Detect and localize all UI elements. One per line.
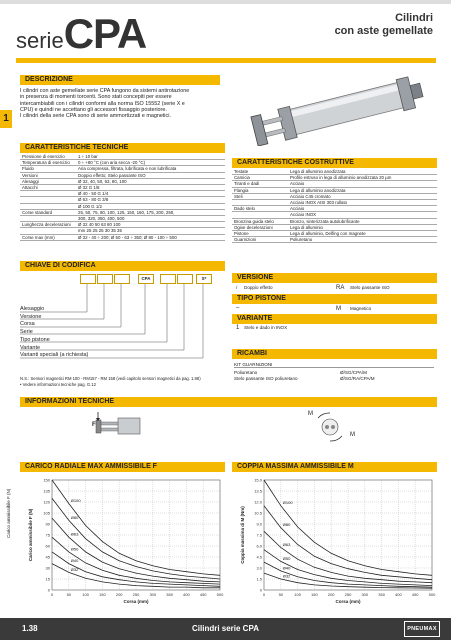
tech-value: Ø 40 - 50 G 1/4 bbox=[76, 191, 225, 197]
y-tick-label: 4.5 bbox=[256, 554, 262, 560]
costr-key: Pistone bbox=[232, 231, 288, 237]
tech-value: Ø 32, 40, 50, 63, 80, 100 bbox=[76, 178, 225, 184]
y-tick-label: 60 bbox=[45, 543, 50, 549]
x-tick-label: 50 bbox=[278, 592, 284, 597]
descrizione-line: in presenza di momenti torcenti. Sono stati concepiti per essere bbox=[20, 94, 172, 101]
versione-title: VERSIONE bbox=[232, 273, 437, 283]
code-label: Corsa bbox=[20, 321, 35, 328]
x-tick-label: 150 bbox=[99, 592, 106, 597]
x-tick-label: 200 bbox=[327, 592, 335, 597]
ricambi-row1-label: Poliuretano bbox=[234, 370, 258, 375]
series-label: Ø63 bbox=[70, 531, 79, 537]
x-axis-label: Corsa (mm) bbox=[123, 599, 149, 604]
y-tick-label: 75 bbox=[45, 532, 50, 538]
x-tick-label: 350 bbox=[166, 592, 173, 597]
y-tick-label: 3.0 bbox=[256, 565, 262, 571]
tech-value: mm 25 25 25 30 35 35 bbox=[76, 228, 225, 234]
moment-diagram bbox=[310, 410, 350, 444]
costr-value: Poliuretano bbox=[288, 237, 437, 243]
costr-key: Testate bbox=[232, 169, 288, 175]
versione-row2 bbox=[336, 285, 390, 291]
force-diagram bbox=[90, 410, 150, 444]
tech-value: 0 ÷ +80 °C (con aria secca -20 °C) bbox=[76, 160, 225, 166]
tech-value: Ø 32 - 40 ÷ 200; Ø 50 - 63 ÷ 350; Ø 80 - 100 ÷ 500 bbox=[76, 234, 225, 240]
y-tick-label: 150 bbox=[43, 477, 50, 483]
brand-logo: PNEUMAX bbox=[404, 621, 440, 637]
variante-row1 bbox=[236, 325, 287, 331]
code-label: Varianti speciali (a richiesta) bbox=[20, 352, 89, 359]
costr-value: Profilo estruso in lega di alluminio anodizzata 20 µm bbox=[288, 175, 437, 181]
costr-value: Lega di alluminio anodizzata bbox=[288, 187, 437, 193]
ricambi-kit: KIT GUARNIZIONI bbox=[234, 362, 434, 368]
header-title bbox=[335, 12, 433, 38]
versione-label: Stelo passante ISO bbox=[350, 285, 390, 290]
vedere-note: • Vedere informazioni tecniche pag. G.12 bbox=[20, 382, 96, 387]
series-label: Ø32 bbox=[70, 566, 79, 572]
y-tick-label: 6.0 bbox=[256, 543, 262, 549]
x-tick-label: 450 bbox=[411, 592, 419, 597]
y-axis-label: Carico ammissibile F (N) bbox=[28, 508, 33, 562]
x-tick-label: 400 bbox=[183, 592, 190, 597]
chart-coppia-massima bbox=[232, 474, 442, 612]
pistone-label: Magnetico bbox=[350, 306, 372, 311]
series-label: Ø40 bbox=[70, 558, 79, 564]
moment-label-top: M bbox=[308, 411, 313, 417]
series-label: Ø100 bbox=[282, 500, 293, 506]
series-label: Ø32 bbox=[282, 573, 291, 579]
tech-key: Versioni bbox=[20, 172, 76, 178]
costr-key: Tiranti e dadi bbox=[232, 181, 288, 187]
series-title bbox=[16, 10, 146, 58]
series-label: Ø80 bbox=[282, 522, 291, 528]
costr-title: CARATTERISTICHE COSTRUTTIVE bbox=[232, 158, 437, 168]
chart-carico-radiale bbox=[20, 474, 230, 612]
y-axis-label: Coppia massima di M (Nm) bbox=[240, 506, 245, 564]
tech-table bbox=[20, 154, 225, 241]
series-label: Ø63 bbox=[282, 541, 291, 547]
x-tick-label: 150 bbox=[311, 592, 318, 597]
descrizione-line: CPU) e quindi ne accettano gli accessori fissaggio posteriore. bbox=[20, 106, 167, 113]
ricambi-title: RICAMBI bbox=[232, 349, 437, 359]
y-tick-label: 15 bbox=[45, 576, 50, 582]
costr-value: Bronzo, sinterizzata autolubrificante bbox=[288, 218, 437, 224]
x-tick-label: 500 bbox=[428, 592, 436, 597]
ns-note: N.S.: Sensori magnetici RM 100 - RM157 - RM 158 (vedi capitolo sensori magnetici da pag. 1.98) bbox=[20, 376, 201, 381]
versione-label: Doppio effetto bbox=[244, 285, 273, 290]
tech-value: 25, 50, 75, 80, 100, 125, 150, 160, 175, 200, 250, bbox=[76, 209, 225, 215]
series-label: Ø100 bbox=[70, 497, 81, 503]
y-tick-label: 9.0 bbox=[256, 521, 262, 527]
pistone-title: TIPO PISTONE bbox=[232, 294, 437, 304]
costr-value: Acciaio INOX bbox=[288, 212, 437, 218]
y-tick-label: 45 bbox=[45, 554, 50, 560]
y-tick-label: 13.5 bbox=[254, 488, 262, 494]
code-labels bbox=[20, 306, 88, 360]
tech-value: 300, 320, 350, 400, 500 bbox=[76, 216, 225, 222]
versione-code: RA bbox=[336, 285, 345, 291]
costr-value: Lega di alluminio anodizzata bbox=[288, 169, 437, 175]
y-tick-label: 7.5 bbox=[256, 532, 262, 538]
x-tick-label: 100 bbox=[294, 592, 301, 597]
code-box-speciali: S* bbox=[196, 274, 212, 284]
x-axis-label: Corsa (mm) bbox=[335, 599, 361, 604]
series-label: Ø40 bbox=[282, 565, 291, 571]
y-tick-label: 12.0 bbox=[254, 499, 262, 505]
footer-page: 1.38 bbox=[22, 624, 38, 633]
tech-key: Attacchi bbox=[20, 185, 76, 191]
x-tick-label: 0 bbox=[262, 592, 266, 597]
ricambi-row2-label: Stelo passante ISO poliuretano bbox=[234, 376, 298, 381]
variante-code: 1 bbox=[236, 325, 240, 331]
tech-key: Corse standard bbox=[20, 209, 76, 215]
y-tick-label: 90 bbox=[45, 521, 50, 527]
tech-key: Corse max (mm) bbox=[20, 234, 76, 240]
tech-title: CARATTERISTICHE TECNICHE bbox=[20, 143, 225, 153]
series-code: CPA bbox=[63, 10, 147, 57]
pistone-code: M bbox=[336, 306, 341, 312]
tech-value: Ø 63 - 80 G 3/8 bbox=[76, 197, 225, 203]
tech-value: Ø 32 40 50 63 80 100 bbox=[76, 222, 225, 228]
ricambi-row1-code: Ø/SG/CPA/M bbox=[340, 370, 367, 375]
x-tick-label: 0 bbox=[50, 592, 54, 597]
x-tick-label: 250 bbox=[344, 592, 352, 597]
y-tick-label: 10.5 bbox=[254, 510, 262, 516]
series-label: Ø80 bbox=[70, 514, 79, 520]
variante-label: Stelo e dado in INOX bbox=[244, 325, 288, 330]
header-title-line2: con aste gemellate bbox=[334, 25, 433, 37]
costr-value: Acciaio bbox=[288, 181, 437, 187]
y-tick-label: 1.5 bbox=[256, 576, 262, 582]
code-label: Serie bbox=[20, 329, 33, 336]
x-tick-label: 300 bbox=[149, 592, 157, 597]
header-stripe bbox=[0, 0, 451, 4]
costr-key: Ogive decelerazioni bbox=[232, 224, 288, 230]
descrizione-line: I cilindri con aste gemellate serie CPA fungono da sistemi antirotazione bbox=[20, 88, 190, 94]
header-title-line1: Cilindri bbox=[395, 12, 433, 24]
descrizione-title: DESCRIZIONE bbox=[20, 75, 220, 85]
tech-key: Lunghezza decelerazioni bbox=[20, 222, 76, 228]
costr-value: Lega di alluminio, Delfing con magnete bbox=[288, 231, 437, 237]
moment-label-bottom: M bbox=[350, 432, 355, 438]
x-tick-label: 350 bbox=[378, 592, 385, 597]
y-tick-label: 105 bbox=[43, 510, 50, 516]
y-tick-label: 0 bbox=[47, 587, 50, 593]
tech-key: Fluido bbox=[20, 166, 76, 172]
descrizione-line: intercambiabili con i cilindri conformi alla norma ISO 15552 (serie X e bbox=[20, 100, 185, 107]
code-label: Tipo pistone bbox=[20, 336, 50, 343]
x-tick-label: 250 bbox=[132, 592, 140, 597]
costr-key: Steli bbox=[232, 193, 288, 199]
chart-m-title: COPPIA MASSIMA AMMISSIBILE M bbox=[232, 462, 437, 472]
y-tick-label: 15.0 bbox=[254, 477, 262, 483]
x-tick-label: 300 bbox=[361, 592, 369, 597]
costr-value: Acciaio bbox=[288, 206, 437, 212]
force-label: F bbox=[92, 422, 96, 428]
series-word: serie bbox=[16, 28, 64, 53]
costr-value: Lega di alluminio bbox=[288, 224, 437, 230]
costr-key: Flangia bbox=[232, 187, 288, 193]
costr-key: Guarnizioni bbox=[232, 237, 288, 243]
descrizione-text bbox=[20, 88, 235, 119]
costr-table bbox=[232, 169, 437, 243]
tech-key: Pressione di esercizio bbox=[20, 154, 76, 160]
x-tick-label: 50 bbox=[66, 592, 72, 597]
code-label: Variante bbox=[20, 344, 41, 351]
code-box-serie: CPA bbox=[138, 274, 154, 284]
costr-key: Bronzina guida stelo bbox=[232, 218, 288, 224]
chart-f-title: CARICO RADIALE MAX AMMISSIBILE F bbox=[20, 462, 225, 472]
y-tick-label: 135 bbox=[43, 488, 50, 494]
codifica-title: CHIAVE DI CODIFICA bbox=[20, 261, 225, 271]
versione-code: / bbox=[236, 285, 238, 290]
code-label: Versione bbox=[20, 313, 42, 320]
y-tick-label: 120 bbox=[43, 499, 50, 505]
tech-value: Aria compressa, filtrata, lubrificata e non lubrificata bbox=[76, 166, 225, 172]
pistone-row1: – bbox=[236, 305, 240, 311]
tech-value: Ø 32 G 1/8 bbox=[76, 185, 225, 191]
costr-row bbox=[232, 237, 437, 243]
costr-value: Acciaio INOX AISI 303 rullato bbox=[288, 200, 437, 206]
ricambi-row2-code: Ø/SG/RA/CPA/M bbox=[340, 376, 375, 381]
series-label: Ø50 bbox=[282, 555, 291, 561]
cylinder-image bbox=[250, 74, 440, 146]
info-title: INFORMAZIONI TECNICHE bbox=[20, 397, 437, 407]
series-label: Ø50 bbox=[70, 546, 79, 552]
x-tick-label: 100 bbox=[82, 592, 89, 597]
costr-value: Acciaio C45 cromato bbox=[288, 193, 437, 199]
tech-key: Alesaggi bbox=[20, 178, 76, 184]
y-tick-label: 30 bbox=[45, 565, 50, 571]
x-tick-label: 200 bbox=[115, 592, 123, 597]
x-tick-label: 500 bbox=[216, 592, 224, 597]
x-tick-label: 400 bbox=[395, 592, 402, 597]
header-rule bbox=[16, 58, 436, 63]
tech-row bbox=[20, 234, 225, 240]
code-label: Alesaggio bbox=[20, 306, 45, 312]
variante-title: VARIANTE bbox=[232, 314, 437, 324]
costr-key: Dado stelo bbox=[232, 206, 288, 212]
tech-value: Doppio effetto; Stelo passante ISO bbox=[76, 172, 225, 178]
chapter-tab: 1 bbox=[0, 110, 12, 128]
tech-key: Temperatura di esercizio bbox=[20, 160, 76, 166]
x-tick-label: 450 bbox=[199, 592, 207, 597]
tech-value: 1 ÷ 10 bar bbox=[76, 154, 225, 160]
costr-key: Camicia bbox=[232, 175, 288, 181]
y-tick-label: 0 bbox=[259, 587, 262, 593]
pistone-row2 bbox=[336, 306, 371, 312]
footer-title: Cilindri serie CPA bbox=[192, 624, 259, 633]
versione-row1 bbox=[236, 285, 273, 290]
tech-value: Ø 100 G 1/2 bbox=[76, 203, 225, 209]
descrizione-line: I cilindri della serie CPA sono di serie ammortizzati e magnetici. bbox=[20, 113, 171, 120]
